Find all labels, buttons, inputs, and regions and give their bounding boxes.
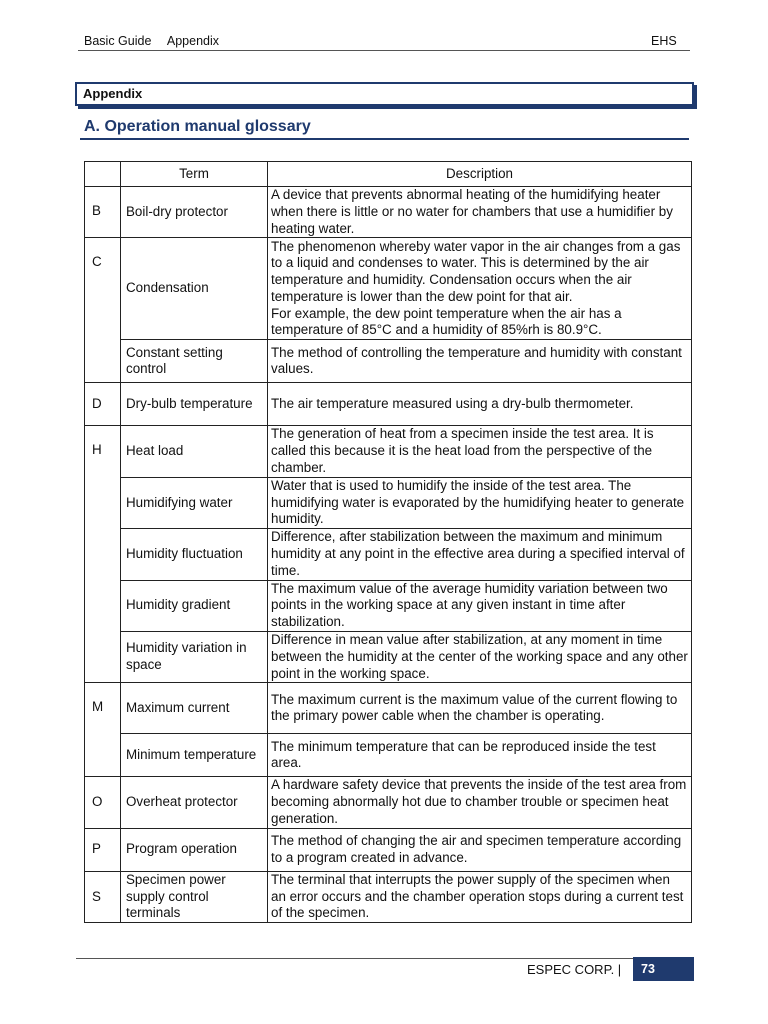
term-cell: Overheat protector	[121, 777, 268, 828]
description-cell: The maximum current is the maximum value of the current flowing to the primary power cable when the chamber is operating.	[268, 683, 692, 734]
title-rule	[80, 138, 689, 140]
term-cell: Constant setting control	[121, 340, 268, 383]
letter-cell: C	[85, 238, 121, 383]
header-guide: Basic Guide	[84, 34, 152, 48]
term-cell: Heat load	[121, 426, 268, 477]
description-cell: The maximum value of the average humidity variation between two points in the working space at any given instant in time after stabilization.	[268, 580, 692, 631]
table-row	[85, 777, 692, 828]
term-cell: Minimum temperature	[121, 734, 268, 777]
description-cell: The generation of heat from a specimen inside the test area. It is called this because it is the heat load from the perspective of the chamber.	[268, 426, 692, 477]
description-cell	[268, 238, 692, 340]
term-cell: Humidity fluctuation	[121, 529, 268, 580]
description-cell: Difference in mean value after stabilization, at any moment in time between the humidity at the center of the working space and any other point in the working space.	[268, 631, 692, 682]
term-cell: Specimen power supply control terminals	[121, 871, 268, 922]
header-left	[84, 34, 219, 48]
table-row	[85, 383, 692, 426]
letter-cell: D	[85, 383, 121, 426]
column-header-description: Description	[268, 162, 692, 187]
glossary-table	[84, 161, 692, 923]
term-cell: Boil-dry protector	[121, 187, 268, 238]
letter-cell: S	[85, 871, 121, 922]
table-row	[85, 477, 692, 528]
term-cell: Humidifying water	[121, 477, 268, 528]
description-cell: The terminal that interrupts the power supply of the specimen when an error occurs and the chamber operation stops during a current test of the specimen.	[268, 871, 692, 922]
table-row	[85, 340, 692, 383]
table-row	[85, 187, 692, 238]
description-cell: The method of changing the air and specimen temperature according to a program created in advance.	[268, 828, 692, 871]
footer-company: ESPEC CORP. |	[527, 962, 622, 977]
header-right: EHS	[651, 34, 677, 48]
table-row	[85, 580, 692, 631]
table-row	[85, 529, 692, 580]
appendix-label: Appendix	[83, 86, 143, 101]
letter-cell: P	[85, 828, 121, 871]
description-cell: Water that is used to humidify the inside of the test area. The humidifying water is evaporated by the humidifying heater to generate humidity.	[268, 477, 692, 528]
table-row	[85, 683, 692, 734]
table-row	[85, 631, 692, 682]
header-section: Appendix	[166, 34, 220, 48]
description-cell: The minimum temperature that can be reproduced inside the test area.	[268, 734, 692, 777]
description-text: The phenomenon whereby water vapor in the air changes from a gas to a liquid and condenses to water. This is determined by the air temperature and humidity. Condensation occurs when the air temperature is lower than the dew point for that air.	[271, 238, 681, 304]
header-letter-cell	[85, 162, 121, 187]
column-header-term: Term	[121, 162, 268, 187]
letter-cell: O	[85, 777, 121, 828]
term-cell: Maximum current	[121, 683, 268, 734]
letter-cell: M	[85, 683, 121, 777]
table-header-row	[85, 162, 692, 187]
description-cell: A hardware safety device that prevents the inside of the test area from becoming abnormally hot due to chamber trouble or specimen heat generation.	[268, 777, 692, 828]
table-row	[85, 734, 692, 777]
page-number-box	[633, 957, 694, 981]
term-cell: Humidity gradient	[121, 580, 268, 631]
letter-cell: B	[85, 187, 121, 238]
section-title: A. Operation manual glossary	[84, 118, 311, 135]
footer-rule	[76, 958, 692, 959]
table-row	[85, 828, 692, 871]
description-cell: A device that prevents abnormal heating of the humidifying heater when there is little or no water for chambers that use a humidifier by heating water.	[268, 187, 692, 238]
letter-cell: H	[85, 426, 121, 683]
appendix-box	[75, 82, 694, 106]
term-cell: Dry-bulb temperature	[121, 383, 268, 426]
header-rule	[78, 50, 690, 51]
description-text: For example, the dew point temperature when the air has a temperature of 85°C and a humidity of 85%rh is 80.9°C.	[271, 305, 622, 338]
term-cell: Humidity variation in space	[121, 631, 268, 682]
page-number: 73	[641, 962, 655, 976]
table-row	[85, 238, 692, 340]
description-cell: The air temperature measured using a dry-bulb thermometer.	[268, 383, 692, 426]
term-cell: Condensation	[121, 238, 268, 340]
table-row	[85, 426, 692, 477]
description-cell: The method of controlling the temperature and humidity with constant values.	[268, 340, 692, 383]
description-cell: Difference, after stabilization between the maximum and minimum humidity at any point in the effective area during a specified interval of time.	[268, 529, 692, 580]
table-row	[85, 871, 692, 922]
term-cell: Program operation	[121, 828, 268, 871]
